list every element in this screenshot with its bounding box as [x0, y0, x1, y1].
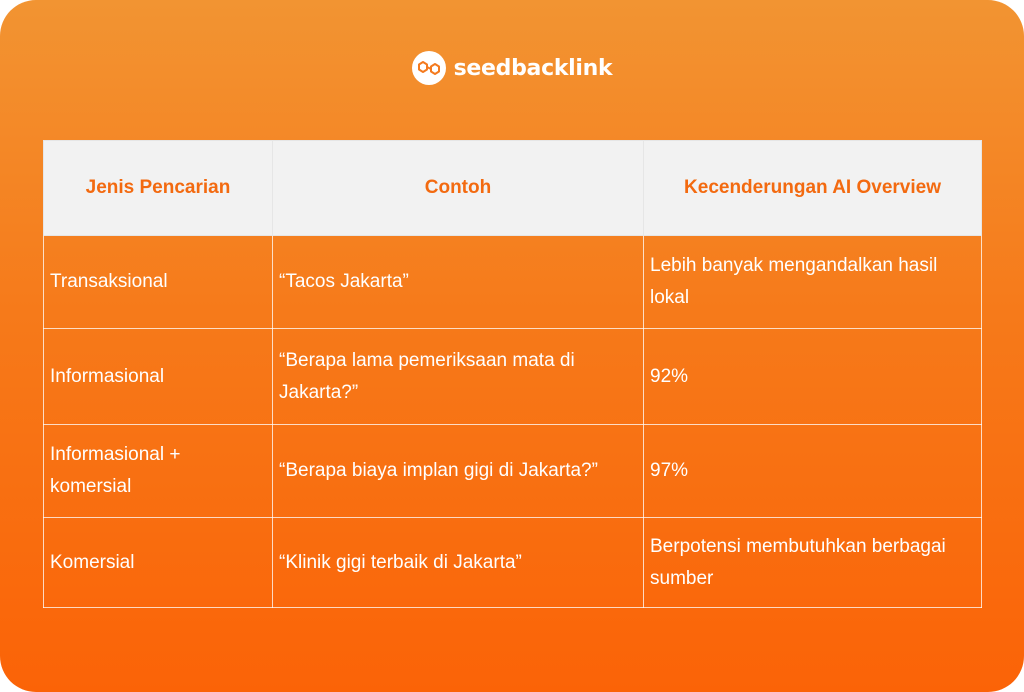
- cell-search-type: Transaksional: [44, 236, 273, 329]
- cell-ai-overview: 92%: [644, 329, 982, 425]
- brand-header: [0, 50, 1024, 86]
- table-row: [44, 329, 982, 425]
- comparison-table: [43, 140, 982, 608]
- table-row: [44, 236, 982, 329]
- cell-ai-overview: Berpotensi membutuhkan berbagai sumber: [644, 518, 982, 608]
- cell-ai-overview: Lebih banyak mengandalkan hasil lokal: [644, 236, 982, 329]
- table-header-row: [44, 141, 982, 236]
- table-row: [44, 518, 982, 608]
- cell-example: “Berapa biaya implan gigi di Jakarta?”: [273, 425, 644, 518]
- cell-ai-overview: 97%: [644, 425, 982, 518]
- cell-search-type: Informasional: [44, 329, 273, 425]
- header-contoh: Contoh: [273, 141, 644, 236]
- cell-search-type: Informasional + komersial: [44, 425, 273, 518]
- cell-search-type: Komersial: [44, 518, 273, 608]
- table-row: [44, 425, 982, 518]
- brand-name: seedbacklink: [453, 55, 613, 81]
- cell-example: “Berapa lama pemeriksaan mata di Jakarta?”: [273, 329, 644, 425]
- cell-example: “Tacos Jakarta”: [273, 236, 644, 329]
- header-kecenderungan: Kecenderungan AI Overview: [644, 141, 982, 236]
- cell-example: “Klinik gigi terbaik di Jakarta”: [273, 518, 644, 608]
- seedbacklink-logo-icon: [412, 51, 446, 85]
- header-jenis-pencarian: Jenis Pencarian: [44, 141, 273, 236]
